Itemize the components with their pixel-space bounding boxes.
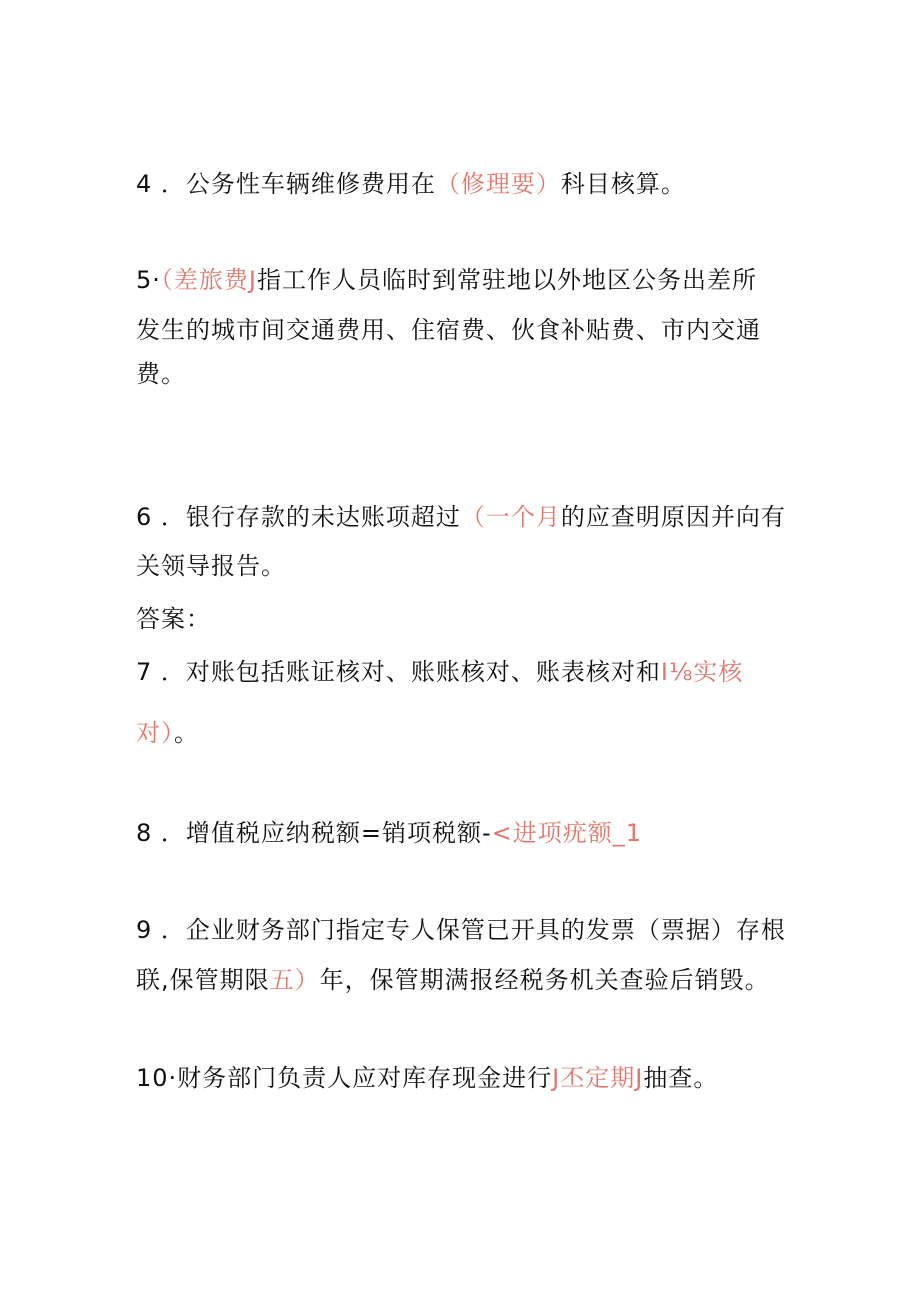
q7-text-end: 。 [174, 719, 199, 747]
q7-line-1 [136, 656, 743, 688]
answer-label-text: 答案： [136, 605, 211, 633]
q6-line-2 [136, 550, 286, 582]
q5-line-1 [136, 264, 757, 296]
q9-line-1 [136, 914, 786, 946]
q9-text-2: 联,保管期限 [136, 966, 270, 994]
q10-text: 10·财务部门负责人应对库存现金进行 [136, 1064, 553, 1092]
q5-text: 指工作人员临时到常驻地以外地区公务出差所 [256, 266, 757, 294]
q6-text-2: 关领导报告。 [136, 552, 286, 580]
q10-answer: J丕定期J [552, 1064, 644, 1092]
q5-line-3 [136, 358, 186, 390]
q5-answer: （差旅费J [160, 266, 257, 294]
q6-line-1 [136, 501, 786, 533]
q6-text-end: 的应查明原因并向有 [560, 503, 786, 531]
q7-answer-end: 对） [136, 719, 174, 747]
q8-line-1 [136, 817, 642, 849]
q10-line-1 [136, 1062, 718, 1094]
q5-text-3: 费。 [136, 360, 186, 388]
q9-text: 9 ．企业财务部门指定专人保管已开具的发票（票据）存根 [136, 916, 786, 944]
q7-answer: I⅛实核 [660, 658, 744, 686]
q5-line-2 [136, 314, 761, 346]
q9-text-end: 年，保管期满报经税务机关查验后销毁。 [319, 966, 770, 994]
q4-text: 4 ．公务性车辆维修费用在 [136, 170, 436, 198]
q5-text-2: 发生的城市间交通费用、住宿费、伙食补贴费、市内交通 [136, 316, 761, 344]
q9-answer: 五） [269, 966, 320, 994]
q4-answer: （修理要） [435, 170, 561, 198]
q6-answer: （一个月 [460, 503, 561, 531]
q9-line-2 [136, 964, 770, 996]
q7-text: 7 ．对账包括账证核对、账账核对、账表核对和 [136, 658, 661, 686]
q8-text: 8 ．增值税应纳税额=销项税额- [136, 819, 492, 847]
answer-label [136, 603, 211, 635]
q4-text-end: 科目核算。 [560, 170, 686, 198]
q6-text: 6 ．银行存款的未达账项超过 [136, 503, 461, 531]
q4-line-1 [136, 168, 686, 200]
q8-answer: <进项疣额_1 [491, 819, 643, 847]
q10-text-end: 抽查。 [643, 1064, 719, 1092]
q7-line-2 [136, 717, 199, 749]
q5-number: 5· [136, 266, 161, 294]
